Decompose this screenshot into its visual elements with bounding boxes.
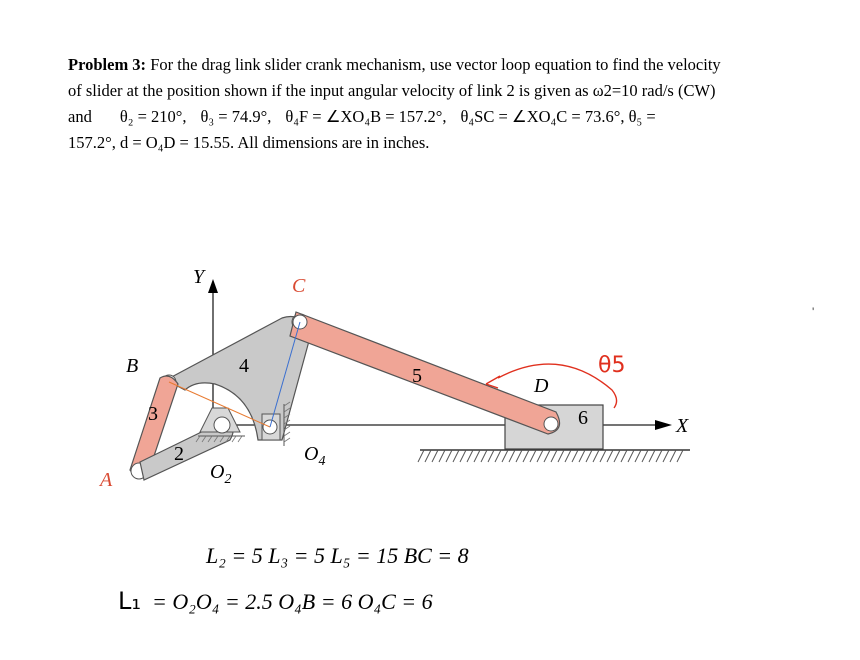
ground-hatch bbox=[418, 450, 690, 462]
problem-heading: Problem 3: bbox=[68, 55, 147, 74]
label-link-3: 3 bbox=[148, 403, 158, 425]
label-link-6: 6 bbox=[578, 407, 588, 429]
theta3-value: θ₃ = 74.9°, bbox=[200, 107, 272, 126]
joint-d bbox=[544, 417, 558, 431]
label-o4: $O_4$ bbox=[304, 443, 326, 469]
problem-line-1: Problem 3: For the drag link slider crank mechanism, use vector loop equation to find the velocity bbox=[68, 55, 721, 74]
x-axis-arrow-icon bbox=[655, 420, 672, 430]
dimensions-line-1: L₂ = 5 L₃ = 5 L₅ = 15 BC = 8 bbox=[206, 543, 469, 568]
label-c: C bbox=[292, 275, 306, 297]
annotation-theta5: θ5 bbox=[598, 353, 626, 378]
problem-line-3: and θ₂ = 210°, θ₃ = 74.9°, θ₄F = ∠XO₄B = 157.2°, θ₄SC = ∠XO₄C = 73.6°, θ₅ = bbox=[68, 107, 656, 126]
theta4f-value: θ₄F = ∠XO₄B = 157.2°, bbox=[285, 107, 447, 126]
label-a: A bbox=[100, 469, 113, 491]
theta2-value: θ₂ = 210°, bbox=[119, 107, 187, 126]
y-axis-arrow-icon bbox=[208, 279, 218, 293]
problem-line-4: 157.2°, d = O₄D = 15.55. All dimensions are in inches. bbox=[68, 133, 430, 152]
link-5 bbox=[290, 312, 560, 434]
label-link-5: 5 bbox=[412, 365, 422, 387]
page-mark: ' bbox=[812, 305, 815, 319]
dimensions-line-2: L₁ = O₂O₄ = 2.5 O₄B = 6 O₄C = 6 bbox=[118, 587, 433, 615]
theta4sc-value: θ₄SC = ∠XO₄C = 73.6°, θ₅ = bbox=[460, 107, 656, 126]
label-x: X bbox=[676, 415, 689, 437]
joint-o2 bbox=[214, 417, 230, 433]
label-o2: $O_2$ bbox=[210, 461, 232, 487]
handwritten-l1: L₁ bbox=[118, 587, 141, 615]
label-link-2: 2 bbox=[174, 443, 184, 465]
label-d: D bbox=[534, 375, 549, 397]
label-b: B bbox=[126, 355, 139, 377]
label-link-4: 4 bbox=[239, 355, 249, 377]
label-y: Y bbox=[193, 266, 205, 288]
problem-line-2: of slider at the position shown if the input angular velocity of link 2 is given as ω2=10 rad/s (CW) bbox=[68, 81, 716, 100]
